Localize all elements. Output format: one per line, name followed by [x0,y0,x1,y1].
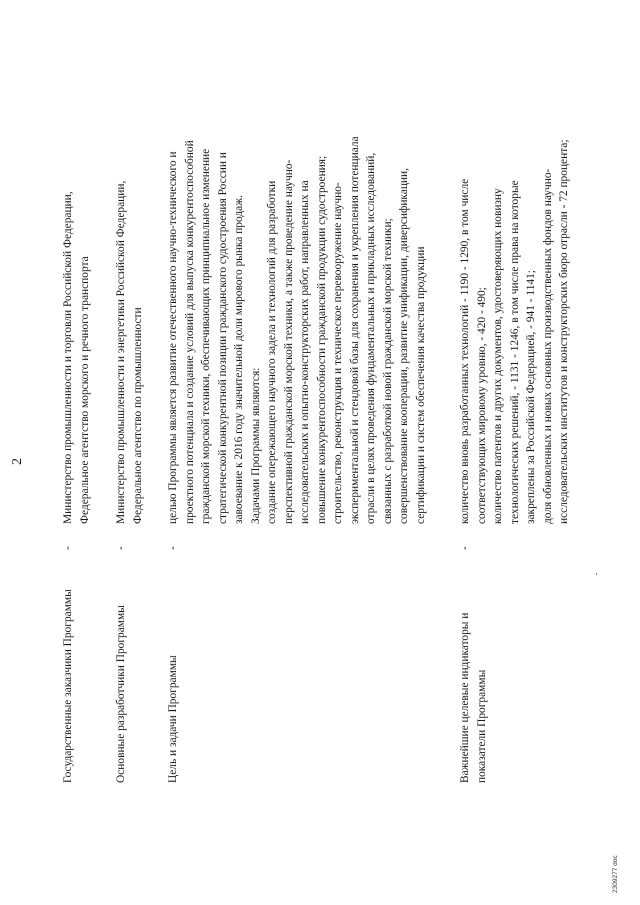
row-dash: - [459,546,471,550]
row-label: Важнейшие целевые индикаторы и показатели Программы [459,612,488,783]
file-footer: 2309277 doc [612,855,619,893]
row-label: Основные разработчики Программы [115,605,127,783]
row-content: количество вновь разработанных технологий - 1190 - 1290, в том числе соответствующих мировому уровню, - 420 - 490; количество патентов и других документов, удостоверяющих новизну технологических решений, - 1131 - 1246, в том числе права на которые закреплены за Российской Федерацией, - 941 - 1141; доля обновленных и новых основных производственных фондов научно- исследовательских институтов и конструкторских бюро отрасли - 72 процента; [459,139,570,524]
row-label: Государственные заказчики Программы [62,589,74,783]
row-label: Цель и задачи Программы [167,655,179,783]
row-content: Министерство промышленности и энергетики Российской Федерации, Федеральное агентство по промышленности [115,180,144,524]
page-number: 2 [10,458,25,465]
row-dash: - [62,546,74,550]
scan-speck [596,573,597,575]
row-dash: - [167,546,179,550]
row-dash: - [115,546,127,550]
row-content: целью Программы является развитие отечественного научно-технического и проектного потенциала и создание условий для выпуска конкурентоспособной гражданской морской техники, обеспечивающих принципиальное изменение стратегической конкурентной позиции гражданского судостроения России и завоевание к 2016 году значительной доли мирового рынка продаж. Задачами Программы являются: создание опережающего научного задела и технологий для разработки перспективной гражданской морской техники, а также проведение научно- исследовательских и опытно-конструкторских работ, направленных на повышение конкурентоспособности гражданской продукции судостроения; строительство, реконструкция и техническое перевооружение научно- экспериментальной и стендовой базы для сохранения и укрепления потенциала отрасли в целях проведения фундаментальных и прикладных исследований, связанных с разработкой новой гражданской морской техники; совершенствование кооперации, развитие унификации, диверсификации, сертификации и систем обеспечения качества продукции [167,136,427,524]
row-content: Министерство промышленности и торговли Российской Федерации, Федеральное агентство морского и речного транспорта [62,191,91,524]
